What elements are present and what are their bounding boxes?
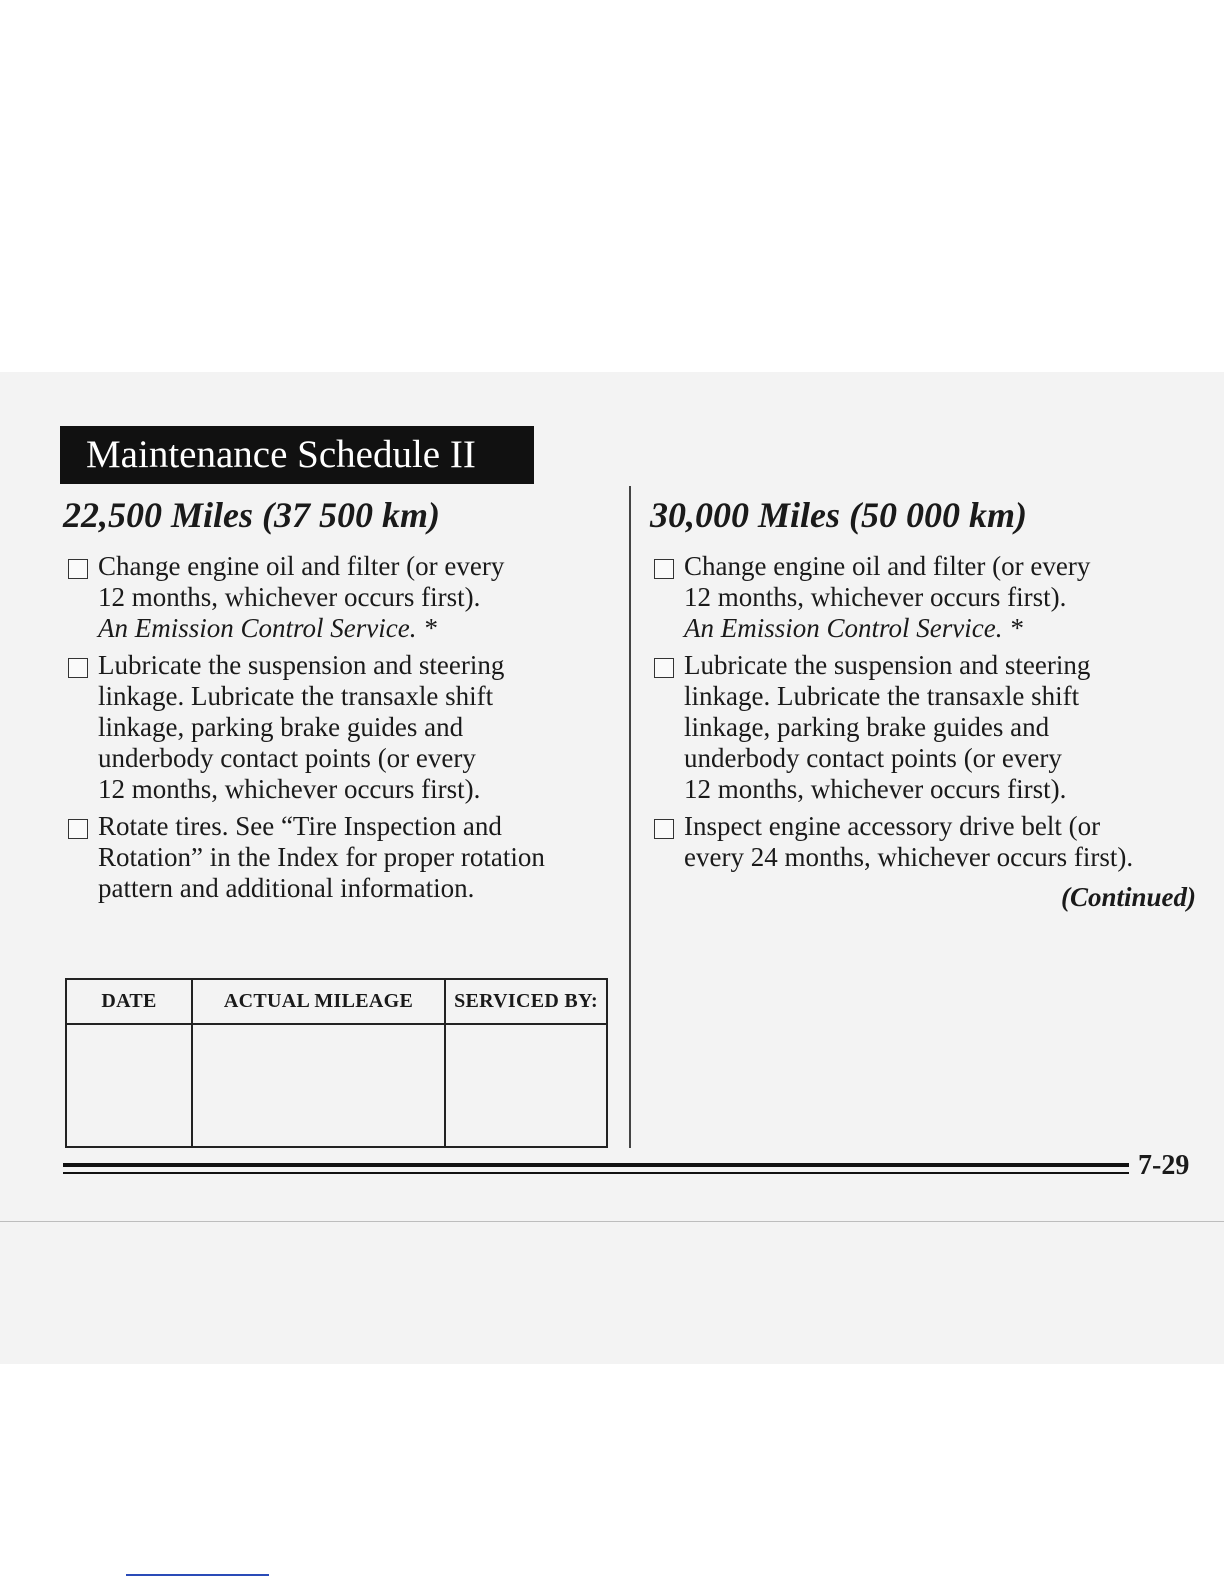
date-cell[interactable] [66, 1024, 192, 1147]
checkbox[interactable] [654, 559, 674, 579]
checkbox[interactable] [68, 819, 88, 839]
item-text: Rotate tires. See “Tire Inspection and [98, 811, 502, 841]
item-text: Change engine oil and filter (or every [98, 551, 505, 581]
right-checklist [652, 551, 1202, 879]
item-text: 12 months, whichever occurs first). [98, 582, 481, 612]
item-text: Lubricate the suspension and steering [684, 650, 1091, 680]
left-section-title: 22,500 Miles (37 500 km) [63, 495, 440, 535]
checklist-item [652, 811, 1202, 873]
item-text: every 24 months, whichever occurs first). [684, 842, 1134, 872]
item-text: 12 months, whichever occurs first). [684, 582, 1067, 612]
item-text: Change engine oil and filter (or every [684, 551, 1091, 581]
item-text: underbody contact points (or every [684, 743, 1062, 773]
checklist-item [66, 650, 606, 805]
item-text: 12 months, whichever occurs first). [98, 774, 481, 804]
footer-rule [63, 1172, 1129, 1174]
page-edge-line [0, 1221, 1224, 1222]
emission-note: An Emission Control Service. * [98, 613, 437, 643]
item-text: linkage, parking brake guides and [98, 712, 464, 742]
column-header-date: DATE [66, 979, 192, 1024]
page-number: 7-29 [1138, 1150, 1190, 1181]
link-underline[interactable] [126, 1574, 269, 1576]
column-header-actual-mileage: ACTUAL MILEAGE [192, 979, 445, 1024]
checklist-item [66, 551, 606, 644]
checklist-item [652, 650, 1202, 805]
checkbox[interactable] [654, 819, 674, 839]
checkbox[interactable] [68, 559, 88, 579]
checkbox[interactable] [654, 658, 674, 678]
item-text: Rotation” in the Index for proper rotation [98, 842, 545, 872]
actual-mileage-cell[interactable] [192, 1024, 445, 1147]
item-text: underbody contact points (or every [98, 743, 476, 773]
item-text: Lubricate the suspension and steering [98, 650, 505, 680]
continued-label: (Continued) [1060, 882, 1196, 912]
emission-note: An Emission Control Service. * [684, 613, 1023, 643]
checklist-item [652, 551, 1202, 644]
item-text: pattern and additional information. [98, 873, 475, 903]
item-text: linkage, parking brake guides and [684, 712, 1050, 742]
section-header: Maintenance Schedule II [60, 426, 534, 484]
item-text: linkage. Lubricate the transaxle shift [98, 681, 494, 711]
checklist-item [66, 811, 606, 904]
footer-rule [63, 1163, 1129, 1167]
column-divider [629, 486, 631, 1148]
checkbox[interactable] [68, 658, 88, 678]
item-text: Inspect engine accessory drive belt (or [684, 811, 1101, 841]
item-text: linkage. Lubricate the transaxle shift [684, 681, 1080, 711]
left-checklist [66, 551, 606, 910]
service-log-table [65, 978, 608, 1148]
serviced-by-cell[interactable] [445, 1024, 607, 1147]
right-section-title: 30,000 Miles (50 000 km) [650, 495, 1027, 535]
column-header-serviced-by: SERVICED BY: [445, 979, 607, 1024]
item-text: 12 months, whichever occurs first). [684, 774, 1067, 804]
